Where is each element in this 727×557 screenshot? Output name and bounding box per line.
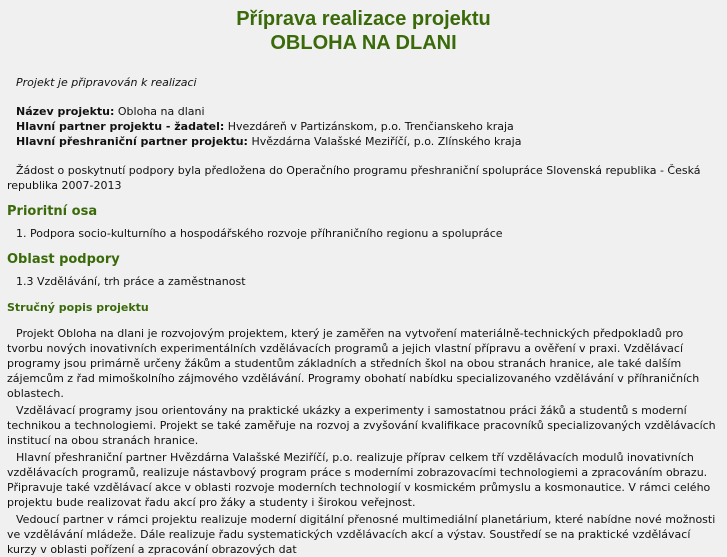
lead-partner-label: Hlavní partner projektu - žadatel: <box>16 120 225 133</box>
cross-partner-value: Hvězdárna Valašské Meziříčí, p.o. Zlínského kraja <box>251 135 522 148</box>
project-name-row <box>16 104 720 119</box>
main-content <box>0 75 727 557</box>
project-name-label: Název projektu: <box>16 105 115 118</box>
area-heading: Oblast podpory <box>7 252 120 267</box>
priority-heading: Prioritní osa <box>7 204 98 219</box>
description-heading: Stručný popis projektu <box>7 301 149 314</box>
status-note: Projekt je připravován k realizaci <box>16 76 197 89</box>
lead-partner-row <box>16 119 720 134</box>
cross-partner-label: Hlavní přeshraniční partner projektu: <box>16 135 248 148</box>
description-paragraph-4: Vedoucí partner v rámci projektu realizuje moderní digitální přenosné multimediální planetárium, které nabídne nové možnosti ve vzdělávání mládeže. Dále realizuje řadu systematických vzdělávacích akcí a výstav. Soustředí se na praktické vzdělávací kurzy v oblasti pořízení a zpracování obrazových dat <box>7 513 716 556</box>
description-paragraph-3: Hlavní přeshraniční partner Hvězdárna Valašské Meziříčí, p.o. realizuje příprav celkem tří vzdělávacích modulů inovativních vzdělávacích programů, realizuje nástavbový program práce s moderními zobrazovacími technologiemi a zpracováním obrazu. Připravuje také vzdělávací akce v oblasti rozvoje moderních technologií v kosmickém průmyslu a kosmonautice. V rámci celého projektu bude realizovat řadu akcí pro žáky a studenty i širokou veřejnost. <box>7 451 711 509</box>
lead-partner-value: Hvezdáreň v Partizánskom, p.o. Trenčianskeho kraja <box>227 120 514 133</box>
application-text: Žádost o poskytnutí podpory byla předložena do Operačního programu přeshraniční spolupráce Slovenská republika - Česká republika 2007-2013 <box>7 164 701 192</box>
page-title-line2: OBLOHA NA DLANI <box>270 32 457 54</box>
priority-item: 1. Podpora socio-kulturního a hospodářského rozvoje příhraničního regionu a spolupráce <box>16 227 503 240</box>
page-title-line1: Příprava realizace projektu <box>236 8 491 30</box>
description-paragraph-2: Vzdělávací programy jsou orientovány na praktické ukázky a experimenty i samostatnou práci žáků a studentů s moderní technikou a technologiemi. Projekt se také zaměřuje na rozvoj a zvyšování kvalifikace pracovníků specializovaných vzdělávacích institucí na obou stranách hranice. <box>7 404 716 447</box>
project-name-value: Obloha na dlani <box>117 105 205 118</box>
cross-partner-row <box>16 134 720 149</box>
project-info <box>16 104 720 149</box>
page-title <box>0 0 727 55</box>
description-paragraph-1: Projekt Obloha na dlani je rozvojovým projektem, který je zaměřen na vytvoření materiálně-technických předpokladů pro tvorbu nových inovativních experimentálních vzdělávacích programů a jejich vlastní přípravu a ověření v praxi. Vzdělávací programy jsou primárně určeny žákům a studentům základních a středních škol na obou stranách hranice, ale také dalším zájemcům z řad mimoškolního zájmového vzdělávání. Programy obohatí nabídku specializovaného vzdělávání v příhraničních oblastech. <box>7 327 700 400</box>
area-item: 1.3 Vzdělávání, trh práce a zaměstnanost <box>16 275 246 288</box>
